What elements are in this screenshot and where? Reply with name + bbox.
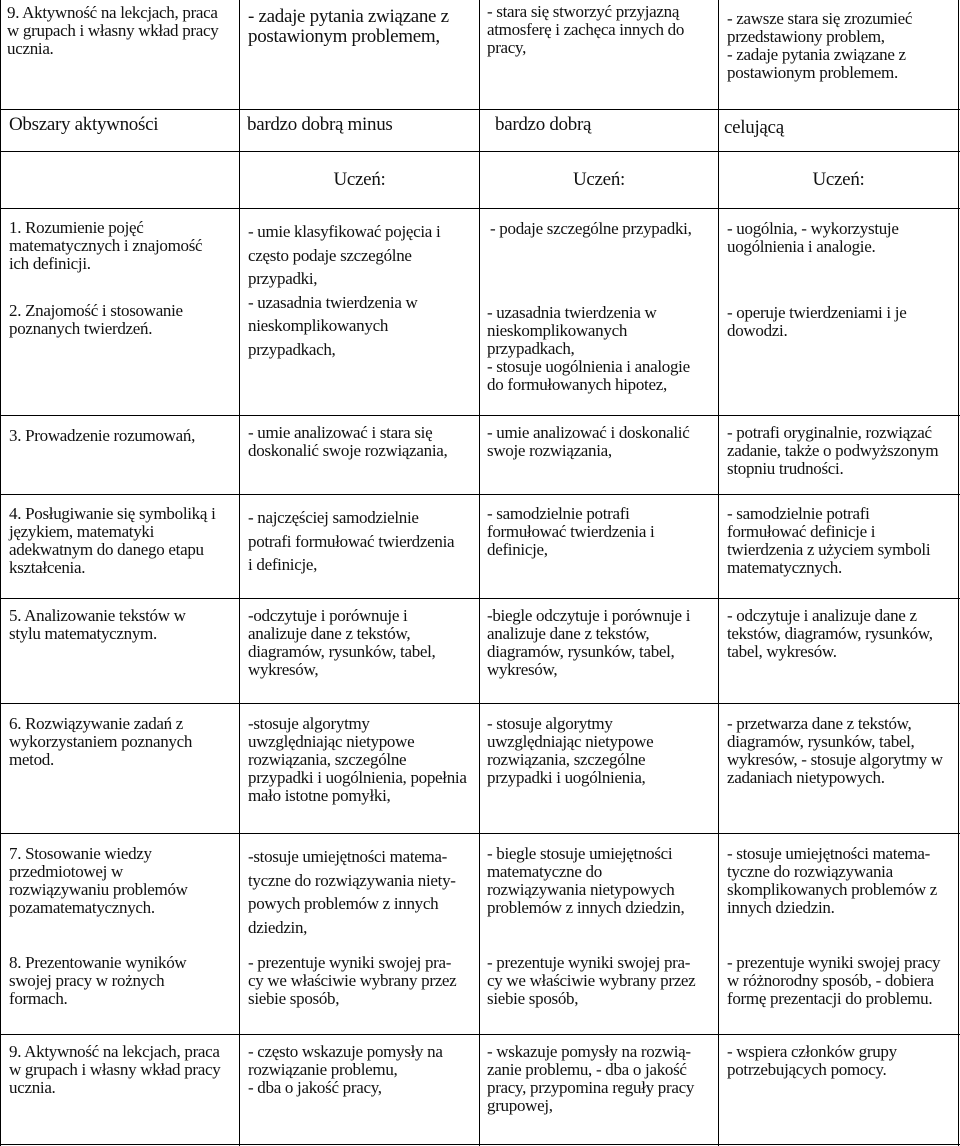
row-divider bbox=[0, 833, 960, 834]
row-6-area: 6. Rozwiązywanie zadań z wykorzystaniem poznanych metod. bbox=[9, 714, 193, 769]
table-border-bottom bbox=[0, 1144, 960, 1145]
row-3-area: 3. Prowadzenie rozumowań, bbox=[9, 426, 196, 445]
row-1-grade-3a: - uogólnia, - wykorzystuje uogólnienia i analogie. bbox=[727, 219, 899, 256]
row-1-grade-1: - umie klasyfikować pojęcia i często podaje szczególne przypadki, - uzasadnia twierdzenia w nieskomplikowanych przypadkach, bbox=[248, 222, 441, 359]
row-1-grade-2a: - podaje szczególne przypadki, bbox=[490, 219, 692, 238]
row-divider bbox=[0, 703, 960, 704]
header-student-2: Uczeń: bbox=[573, 169, 625, 190]
row-4-area: 4. Posługiwanie się symboliką i językiem, matematyki adekwatnym do danego etapu kształcenia. bbox=[9, 504, 216, 577]
row-1-grade-3b: - operuje twierdzeniami i je dowodzi. bbox=[727, 303, 907, 340]
top-cell-grade-2: - stara się stworzyć przyjazną atmosferę i zachęca innych do pracy, bbox=[487, 2, 685, 57]
row-4-grade-1: - najczęściej samodzielnie potrafi formułować twierdzenia i definicje, bbox=[248, 508, 455, 574]
row-9-grade-3: - wspiera członków grupy potrzebujących pomocy. bbox=[727, 1042, 897, 1079]
row-7-grade-1: -stosuje umiejętności matema- tyczne do rozwiązywania niety- powych problemów z innych dziedzin, bbox=[248, 847, 456, 937]
row-3-grade-1: - umie analizować i stara się doskonalić swoje rozwiązania, bbox=[248, 423, 448, 460]
row-divider bbox=[0, 109, 960, 110]
row-6-grade-2: - stosuje algorytmy uwzględniając nietypowe rozwiązania, szczególne przypadki i uogólnienia, bbox=[487, 714, 654, 787]
row-9-grade-2: - wskazuje pomysły na rozwią- zanie problemu, - dba o jakość pracy, przypomina reguły pracy grupowej, bbox=[487, 1042, 695, 1115]
row-divider bbox=[0, 208, 960, 209]
row-8-grade-3: - prezentuje wyniki swojej pracy w różnorodny sposób, - dobiera formę prezentacji do problemu. bbox=[727, 953, 941, 1008]
row-divider bbox=[0, 494, 960, 495]
header-grade-excellent: celującą bbox=[724, 117, 784, 138]
header-student-1: Uczeń: bbox=[333, 169, 386, 190]
header-student-3: Uczeń: bbox=[812, 169, 865, 190]
row-9-area: 9. Aktywność na lekcjach, praca w grupach i własny wkład pracy ucznia. bbox=[9, 1042, 221, 1097]
row-8-grade-1: - prezentuje wyniki swojej pra- cy we właściwie wybrany przez siebie sposób, bbox=[248, 953, 457, 1008]
row-5-grade-1: -odczytuje i porównuje i analizuje dane z tekstów, diagramów, rysunków, tabel, wykresów, bbox=[248, 606, 436, 679]
top-cell-grade-1: - zadaje pytania związane z postawionym problemem, bbox=[248, 6, 449, 47]
row-1-grade-2b: - uzasadnia twierdzenia w nieskomplikowanych przypadkach, - stosuje uogólnienia i analogie do formułowanych hipotez, bbox=[487, 303, 690, 394]
row-divider bbox=[0, 415, 960, 416]
row-4-grade-2: - samodzielnie potrafi formułować twierdzenia i definicje, bbox=[487, 504, 655, 559]
row-2-area: 2. Znajomość i stosowanie poznanych twierdzeń. bbox=[9, 301, 183, 338]
row-divider bbox=[0, 151, 960, 152]
row-5-grade-3: - odczytuje i analizuje dane z tekstów, diagramów, rysunków, tabel, wykresów. bbox=[727, 606, 933, 661]
table-border-right bbox=[958, 0, 959, 1146]
row-4-grade-3: - samodzielnie potrafi formułować definicje i twierdzenia z użyciem symboli matematycznych. bbox=[727, 504, 931, 577]
row-8-area: 8. Prezentowanie wyników swojej pracy w rożnych formach. bbox=[9, 953, 187, 1008]
header-grade-very-good: bardzo dobrą bbox=[495, 114, 592, 135]
row-3-grade-2: - umie analizować i doskonalić swoje rozwiązania, bbox=[487, 423, 690, 460]
row-1-area: 1. Rozumienie pojęć matematycznych i znajomość ich definicji. bbox=[9, 218, 203, 273]
row-divider bbox=[0, 1034, 960, 1035]
top-cell-grade-3: - zawsze stara się zrozumieć przedstawiony problem, - zadaje pytania związane z postawionym problemem. bbox=[727, 9, 913, 82]
header-areas-label: Obszary aktywności bbox=[9, 114, 159, 135]
row-9-grade-1: - często wskazuje pomysły na rozwiązanie problemu, - dba o jakość pracy, bbox=[248, 1042, 443, 1097]
table-border-left bbox=[0, 0, 1, 1146]
row-3-grade-3: - potrafi oryginalnie, rozwiązać zadanie, także o podwyższonym stopniu trudności. bbox=[727, 423, 939, 478]
row-7-grade-3: - stosuje umiejętności matema- tyczne do rozwiązywania skomplikowanych problemów z innych dziedzin. bbox=[727, 844, 938, 917]
row-6-grade-3: - przetwarza dane z tekstów, diagramów, rysunków, tabel, wykresów, - stosuje algorytmy w zadaniach nietypowych. bbox=[727, 714, 943, 787]
header-grade-very-good-minus: bardzo dobrą minus bbox=[247, 114, 393, 135]
row-6-grade-1: -stosuje algorytmy uwzględniając nietypowe rozwiązania, szczególne przypadki i uogólnienia, popełnia mało istotne pomyłki, bbox=[248, 714, 467, 805]
row-5-grade-2: -biegle odczytuje i porównuje i analizuje dane z tekstów, diagramów, rysunków, tabel, wykresów, bbox=[487, 606, 691, 679]
top-cell-area: 9. Aktywność na lekcjach, praca w grupach i własny wkład pracy ucznia. bbox=[7, 3, 219, 58]
row-7-area: 7. Stosowanie wiedzy przedmiotowej w rozwiązywaniu problemów pozamatematycznych. bbox=[9, 844, 188, 917]
row-5-area: 5. Analizowanie tekstów w stylu matematycznym. bbox=[9, 606, 186, 643]
row-divider bbox=[0, 598, 960, 599]
row-7-grade-2: - biegle stosuje umiejętności matematyczne do rozwiązywania nietypowych problemów z innych dziedzin, bbox=[487, 844, 685, 917]
row-8-grade-2: - prezentuje wyniki swojej pra- cy we właściwie wybrany przez siebie sposób, bbox=[487, 953, 696, 1008]
